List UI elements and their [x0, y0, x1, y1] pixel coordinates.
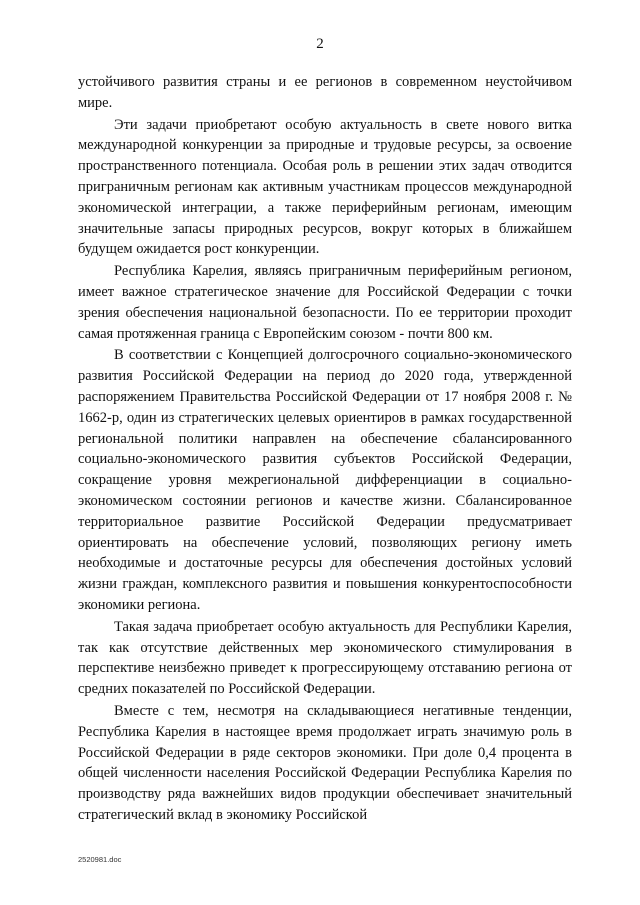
page-number: 2: [316, 36, 324, 52]
paragraph: Такая задача приобретает особую актуальность для Республики Карелия, так как отсутствие действенных мер экономического стимулирования в перспективе неизбежно приведет к прогрессирующему отставанию региона от средних показателей по Российской Федерации.: [78, 618, 572, 698]
footer-filename: 2520981.doc: [78, 855, 122, 864]
paragraph: Эти задачи приобретают особую актуальность в свете нового витка международной конкуренции за природные и трудовые ресурсы, за освоение пространственного потенциала. Особая роль в решении этих задач отводится приграничным регионам как активным участникам процессов международной экономической интеграции, а также периферийным регионам, имеющим значительные запасы природных ресурсов, вокруг которых в ближайшем будущем ожидается рост конкуренции.: [78, 116, 572, 258]
paragraph: Республика Карелия, являясь приграничным периферийным регионом, имеет важное стратегическое значение для Российской Федерации с точки зрения обеспечения национальной безопасности. По ее территории проходит самая протяженная граница с Европейским союзом - почти 800 км.: [78, 263, 572, 342]
paragraph: В соответствии с Концепцией долгосрочного социально-экономического развития Российской Федерации на период до 2020 года, утвержденной распоряжением Правительства Российской Федерации от 17 ноября 2008 г. № 1662-р, один из стратегических целевых ориентиров в рамках государственной региональной политики направлен на обеспечение сбалансированного социально-экономического развития субъектов Российской Федерации, сокращение уровня межрегиональной дифференциации в социально-экономическом состоянии регионов и качестве жизни. Сбалансированное территориальное развитие Российской Федерации предусматривает ориентировать на обеспечение условий, позволяющих региону иметь необходимые и достаточные ресурсы для обеспечения достойных условий жизни граждан, комплексного развития и повышения конкурентоспособности экономики региона.: [78, 347, 572, 613]
document-body: [78, 72, 572, 826]
paragraph-continuation: устойчивого развития страны и ее регионов в современном неустойчивом мире.: [78, 74, 572, 111]
paragraph: Вместе с тем, несмотря на складывающиеся негативные тенденции, Республика Карелия в настоящее время продолжает играть значимую роль в Российской Федерации в ряде секторов экономики. При доле 0,4 процента в общей численности населения Российской Федерации Республика Карелия по производству ряда важнейших видов продукции обеспечивает значительный стратегический вклад в экономику Российской: [78, 702, 572, 823]
